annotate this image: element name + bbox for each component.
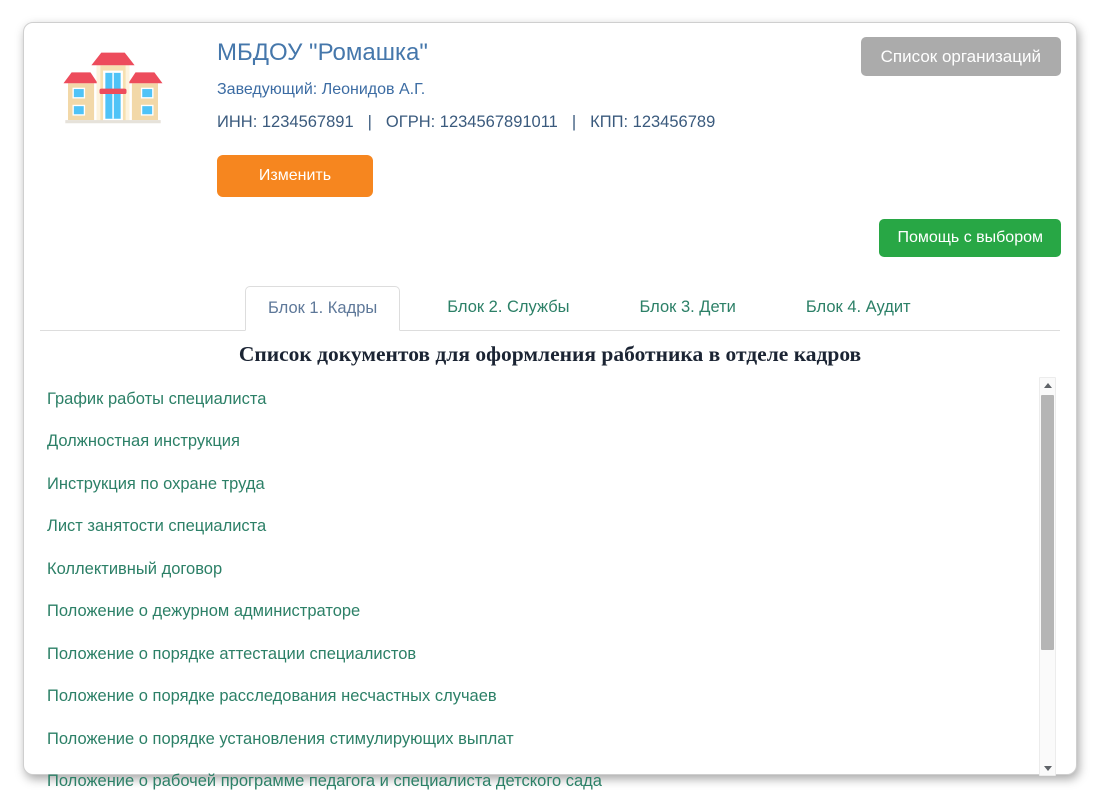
tab-block2-sluzhby[interactable]: Блок 2. Службы — [424, 285, 592, 330]
edit-button[interactable]: Изменить — [217, 155, 373, 197]
documents-list — [47, 378, 1027, 776]
document-link[interactable]: Положение о дежурном администраторе — [47, 602, 360, 621]
document-link[interactable]: Коллективный договор — [47, 560, 222, 579]
org-list-button[interactable]: Список организаций — [861, 37, 1061, 76]
organization-title: МБДОУ "Ромашка" — [217, 39, 428, 67]
list-item — [47, 378, 1027, 421]
list-item — [47, 421, 1027, 464]
scroll-up-button[interactable] — [1040, 378, 1055, 392]
list-item — [47, 506, 1027, 549]
separator: | — [368, 113, 372, 131]
tab-block4-audit[interactable]: Блок 4. Аудит — [783, 285, 934, 330]
list-item — [47, 676, 1027, 719]
organization-card — [23, 22, 1077, 775]
list-item — [47, 761, 1027, 803]
organization-ids — [217, 113, 715, 132]
tab-bar — [40, 285, 1060, 331]
list-item — [47, 548, 1027, 591]
document-link[interactable]: Положение о рабочей программе педагога и специалиста детского сада — [47, 772, 602, 791]
document-link[interactable]: Лист занятости специалиста — [47, 517, 266, 536]
triangle-down-icon — [1044, 766, 1052, 771]
list-item — [47, 463, 1027, 506]
document-link[interactable]: График работы специалиста — [47, 390, 266, 409]
separator: | — [572, 113, 576, 131]
list-item — [47, 633, 1027, 676]
ogrn-value: ОГРН: 1234567891011 — [386, 113, 558, 131]
kpp-value: КПП: 123456789 — [590, 113, 715, 131]
document-link[interactable]: Положение о порядке аттестации специалистов — [47, 645, 416, 664]
document-link[interactable]: Инструкция по охране труда — [47, 475, 265, 494]
documents-heading: Список документов для оформления работника в отделе кадров — [40, 342, 1060, 367]
document-link[interactable]: Должностная инструкция — [47, 432, 240, 451]
scrollbar-thumb[interactable] — [1041, 395, 1054, 650]
list-item — [47, 591, 1027, 634]
document-link[interactable]: Положение о порядке установления стимулирующих выплат — [47, 730, 514, 749]
scroll-down-button[interactable] — [1040, 761, 1055, 775]
inn-value: ИНН: 1234567891 — [217, 113, 354, 131]
document-link[interactable]: Положение о порядке расследования несчастных случаев — [47, 687, 497, 706]
triangle-up-icon — [1044, 383, 1052, 388]
tab-block1-kadry[interactable]: Блок 1. Кадры — [245, 286, 400, 331]
building-icon — [59, 37, 167, 133]
list-item — [47, 718, 1027, 761]
help-button[interactable]: Помощь с выбором — [879, 219, 1061, 257]
vertical-scrollbar[interactable] — [1039, 377, 1056, 776]
organization-head: Заведующий: Леонидов А.Г. — [217, 81, 425, 99]
tab-block3-deti[interactable]: Блок 3. Дети — [617, 285, 759, 330]
